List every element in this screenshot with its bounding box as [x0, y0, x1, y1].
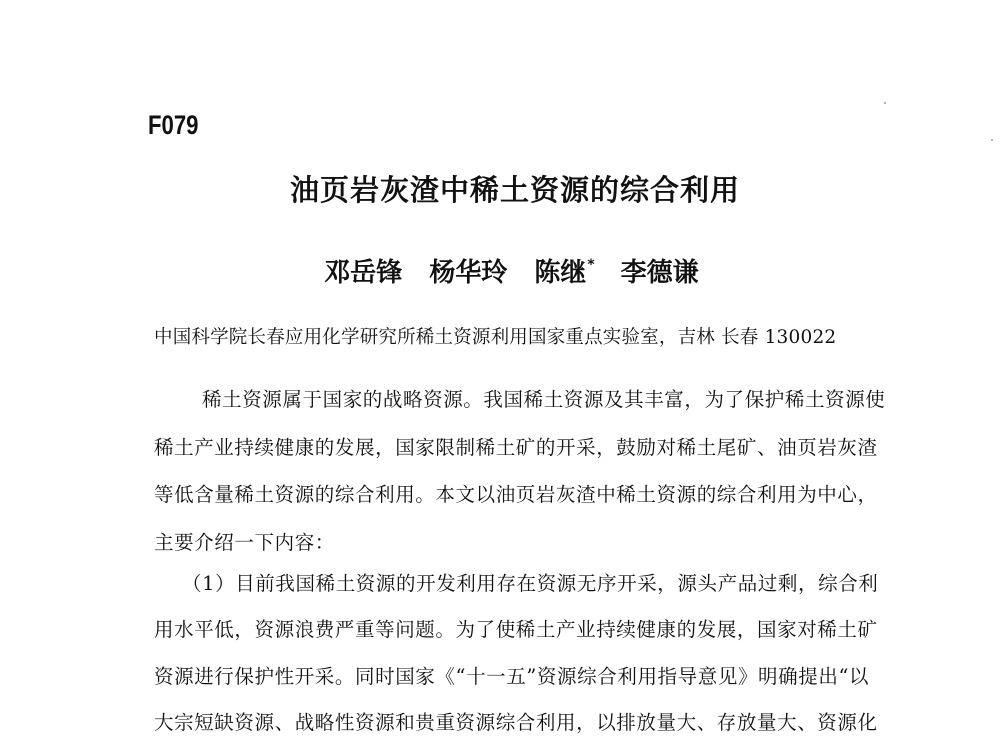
author-name: 李德谦 [620, 258, 699, 288]
paper-code: F079 [148, 110, 199, 140]
body-line: 用水平低，资源浪费严重等问题。为了使稀土产业持续健康的发展，国家对稀土矿 [154, 618, 878, 641]
author-list [0, 252, 1000, 289]
scan-speck [884, 102, 886, 104]
author-name: 杨华玲 [429, 258, 508, 288]
paper-title: 油页岩灰渣中稀土资源的综合利用 [289, 173, 740, 207]
body-line: （1）目前我国稀土资源的开发利用存在资源无序开采，源头产品过剩，综合利 [182, 572, 879, 595]
body-line: 稀土产业持续健康的发展，国家限制稀土矿的开采，鼓励对稀土尾矿、油页岩灰渣 [154, 436, 878, 459]
corresponding-author-mark: * [587, 257, 595, 273]
body-line: 资源进行保护性开采。同时国家《“十一五”资源综合利用指导意见》明确提出“以 [154, 665, 870, 688]
body-line: 主要介绍一下内容： [154, 531, 335, 554]
body-line: 稀土资源属于国家的战略资源。我国稀土资源及其丰富，为了保护稀土资源使 [202, 388, 886, 411]
author-name: 邓岳锋 [324, 258, 403, 288]
body-line: 大宗短缺资源、战略性资源和贵重资源综合利用，以排放量大、存放量大、资源化 [154, 711, 878, 734]
affiliation: 中国科学院长春应用化学研究所稀土资源利用国家重点实验室，吉林 长春 130022 [154, 327, 837, 348]
author-name: 陈继* [534, 257, 595, 288]
scan-speck [991, 139, 993, 141]
body-line: 等低含量稀土资源的综合利用。本文以油页岩灰渣中稀土资源的综合利用为中心， [154, 483, 878, 506]
